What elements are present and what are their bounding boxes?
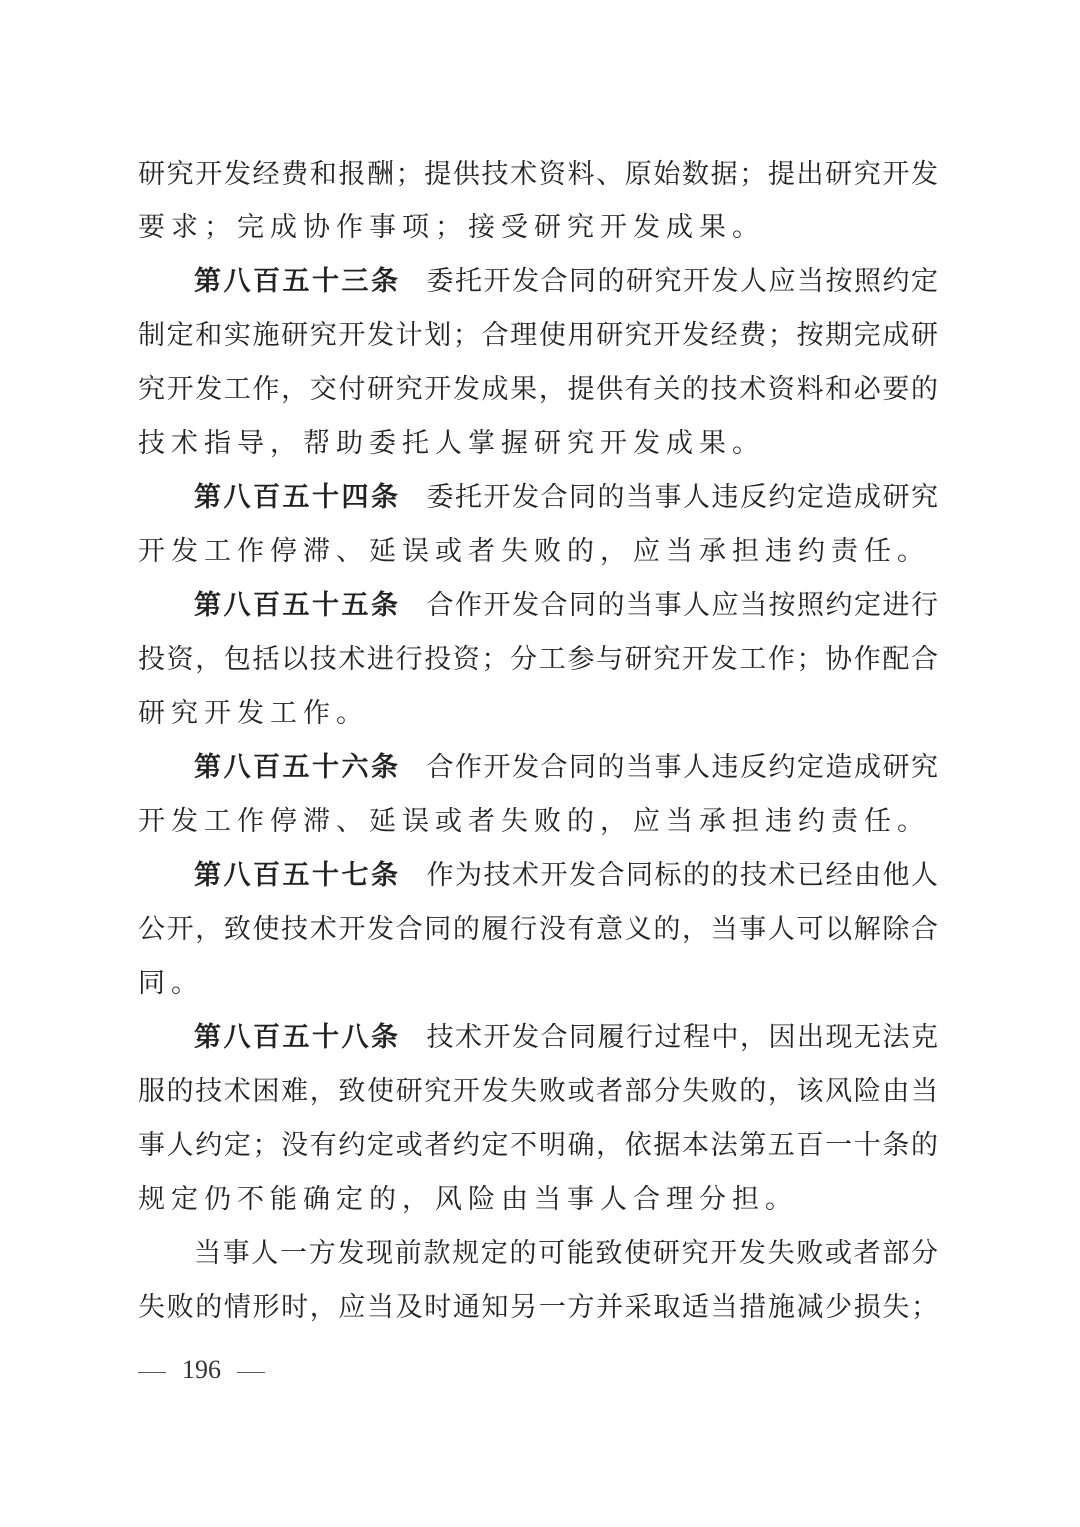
article-857-line	[194, 856, 938, 896]
article-858-line	[194, 1018, 938, 1058]
article-number: 第八百五十五条	[194, 590, 401, 621]
article-856-line	[194, 748, 938, 788]
article-855-line	[194, 586, 938, 626]
text-line: 当事人一方发现前款规定的可能致使研究开发失败或者部分	[194, 1238, 938, 1269]
article-number: 第八百五十四条	[194, 482, 401, 513]
text-line: 技术指导，帮助委托人掌握研究开发成果。	[138, 428, 765, 459]
article-text: 委托开发合同的研究开发人应当按照约定	[426, 266, 938, 297]
article-text: 合作开发合同的当事人违反约定造成研究	[426, 752, 938, 783]
text-line: 要求；完成协作事项；接受研究开发成果。	[138, 212, 765, 243]
text-line: 服的技术困难，致使研究开发失败或者部分失败的，该风险由当	[138, 1076, 938, 1107]
right-dash	[237, 1372, 265, 1373]
article-text: 合作开发合同的当事人应当按照约定进行	[426, 590, 938, 621]
text-line: 规定仍不能确定的，风险由当事人合理分担。	[138, 1184, 798, 1215]
text-line: 开发工作停滞、延误或者失败的，应当承担违约责任。	[138, 806, 930, 837]
article-number: 第八百五十七条	[194, 860, 401, 891]
text-line: 究开发工作，交付研究开发成果，提供有关的技术资料和必要的	[138, 374, 938, 405]
article-number: 第八百五十八条	[194, 1022, 401, 1053]
article-text: 技术开发合同履行过程中，因出现无法克	[426, 1022, 938, 1053]
left-dash	[138, 1372, 166, 1373]
text-line: 同。	[138, 968, 204, 999]
article-853-line	[194, 262, 938, 302]
article-number: 第八百五十六条	[194, 752, 401, 783]
article-text: 委托开发合同的当事人违反约定造成研究	[426, 482, 938, 513]
text-line: 事人约定；没有约定或者约定不明确，依据本法第五百一十条的	[138, 1130, 938, 1161]
text-line: 公开，致使技术开发合同的履行没有意义的，当事人可以解除合	[138, 914, 938, 945]
text-line: 投资，包括以技术进行投资；分工参与研究开发工作；协作配合	[138, 644, 938, 675]
text-line: 失败的情形时，应当及时通知另一方并采取适当措施减少损失；	[138, 1292, 938, 1323]
text-line: 开发工作停滞、延误或者失败的，应当承担违约责任。	[138, 536, 930, 567]
page-footer	[138, 1350, 265, 1390]
article-text: 作为技术开发合同标的的技术已经由他人	[426, 860, 938, 891]
page-number: 196	[182, 1355, 221, 1384]
text-line: 研究开发经费和报酬；提供技术资料、原始数据；提出研究开发	[138, 159, 938, 190]
article-854-line	[194, 478, 938, 518]
article-number: 第八百五十三条	[194, 266, 401, 297]
text-line: 研究开发工作。	[138, 698, 369, 729]
text-line: 制定和实施研究开发计划；合理使用研究开发经费；按期完成研	[138, 320, 938, 351]
